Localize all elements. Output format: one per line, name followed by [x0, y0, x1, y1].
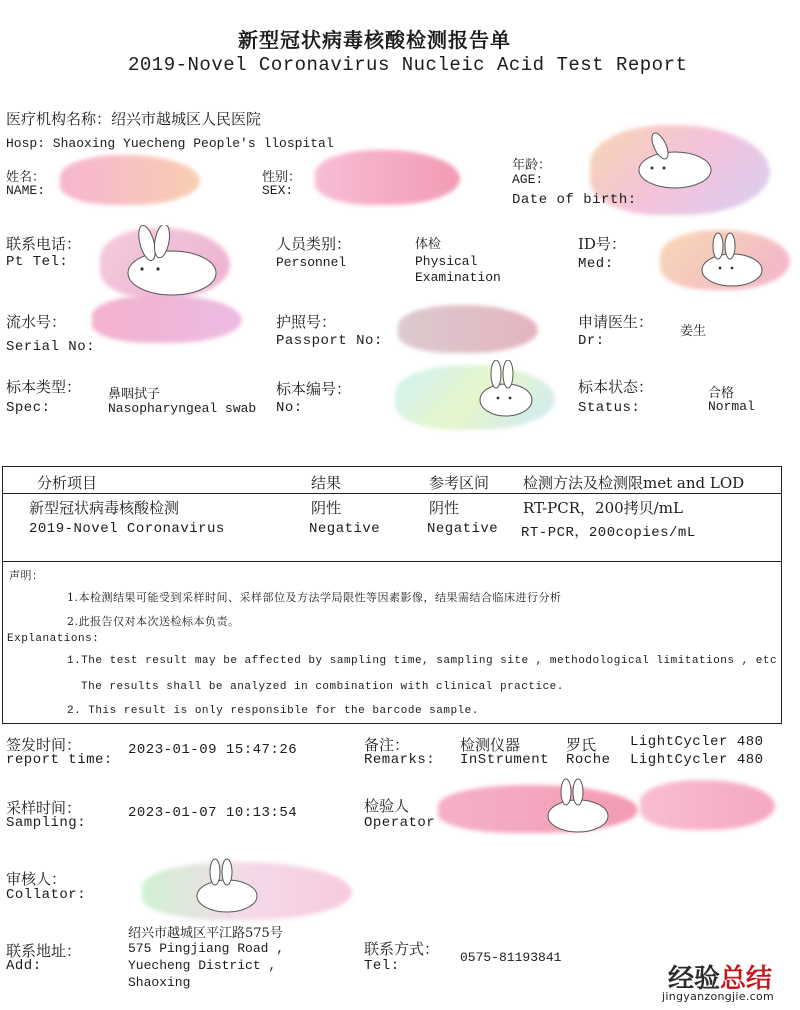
- watermark-cn-b: 总结: [720, 964, 773, 994]
- operator-label-en: Operator: [364, 815, 436, 831]
- specno-label-cn: 标本编号：: [276, 380, 352, 398]
- doctor-label-en: Dr:: [578, 333, 605, 349]
- address-label-cn: 联系地址：: [6, 942, 82, 960]
- sampling-label-en: Sampling:: [6, 815, 87, 831]
- row-en-result: Negative: [309, 521, 381, 537]
- hospital-line: [6, 108, 261, 129]
- redaction-blob: [398, 305, 538, 353]
- name-label-cn: 姓名：: [6, 170, 46, 185]
- bunny-icon: [470, 360, 540, 420]
- statement-cn-2: 2.此报告仅对本次送检标本负责。: [67, 615, 240, 628]
- address-value-1: 575 Pingjiang Road ,: [128, 941, 285, 956]
- contact-label-cn: 联系方式：: [364, 940, 440, 958]
- remarks-model-2: LightCycler 480: [630, 752, 764, 768]
- address-value-cn: 绍兴市越城区平江路575号: [128, 926, 283, 941]
- personnel-value-en2: Examination: [415, 270, 501, 285]
- status-value-cn: 合格: [708, 386, 735, 401]
- tel-label-en: Pt Tel:: [6, 254, 69, 270]
- status-label-cn: 标本状态：: [578, 378, 654, 396]
- title-en: 2019-Novel Coronavirus Nucleic Acid Test Report: [128, 54, 688, 76]
- specno-label-en: No:: [276, 400, 303, 416]
- hospital-label: 医疗机构名称：: [6, 110, 112, 128]
- collator-label-en: Collator:: [6, 887, 87, 903]
- watermark-cn-a: 经验: [668, 964, 721, 994]
- report-time-label-en: report time:: [6, 752, 113, 768]
- age-label-en: AGE:: [512, 172, 544, 187]
- col-header-result: 结果: [311, 474, 342, 492]
- status-label-en: Status:: [578, 400, 641, 416]
- report-time-label-cn: 签发时间：: [6, 736, 82, 754]
- row-en-item: 2019-Novel Coronavirus: [29, 521, 225, 537]
- remarks-brand-cn: 罗氏: [566, 736, 597, 754]
- status-value-en: Normal: [708, 399, 755, 414]
- bunny-icon: [690, 232, 770, 292]
- personnel-value-en1: Physical: [415, 254, 478, 269]
- operator-label-cn: 检验人: [364, 797, 410, 815]
- statement-cn-1: 1.本检测结果可能受到采样时间、采样部位及方法学局限性等因素影像，结果需结合临床进行分析: [67, 591, 562, 604]
- remarks-brand-en: Roche: [566, 752, 611, 768]
- address-value-3: Shaoxing: [128, 975, 191, 990]
- id-label-en: Med:: [578, 256, 614, 272]
- serial-label-cn: 流水号：: [6, 313, 67, 331]
- redaction-blob: [640, 780, 775, 830]
- hospital-en: Hosp: Shaoxing Yuecheng People's llospital: [6, 136, 334, 151]
- explanation-en-1: 1.The test result may be affected by sampling time, sampling site , methodological limitations , etc: [67, 655, 778, 667]
- name-label-en: NAME:: [6, 183, 46, 198]
- spec-label-en: Spec:: [6, 400, 51, 416]
- passport-label-en: Passport No:: [276, 333, 383, 349]
- bunny-icon: [185, 858, 265, 918]
- doctor-value: 姜生: [680, 324, 707, 339]
- remarks-label-en: Remarks:: [364, 752, 436, 768]
- table-divider: [3, 561, 781, 562]
- age-label-cn: 年龄：: [512, 158, 552, 173]
- doctor-label-cn: 申请医生：: [578, 313, 654, 331]
- sex-label-cn: 性别：: [262, 170, 302, 185]
- id-label-cn: ID号：: [578, 235, 626, 253]
- table-divider: [3, 493, 781, 494]
- remarks-instrument-cn: 检测仪器: [460, 736, 521, 754]
- sex-label-en: SEX:: [262, 183, 294, 198]
- redaction-blob: [60, 155, 200, 205]
- explanation-en-2: 2. This result is only responsible for the barcode sample.: [67, 705, 479, 717]
- row-cn-item: 新型冠状病毒核酸检测: [29, 499, 180, 517]
- bunny-icon: [630, 132, 720, 192]
- passport-label-cn: 护照号：: [276, 313, 337, 331]
- report-time-value: 2023-01-09 15:47:26: [128, 742, 298, 758]
- title-cn: 新型冠状病毒核酸检测报告单: [238, 28, 511, 52]
- col-header-reference: 参考区间: [429, 474, 490, 492]
- explanations-label: Explanations:: [7, 633, 100, 645]
- collator-label-cn: 审核人：: [6, 870, 67, 888]
- spec-label-cn: 标本类型：: [6, 378, 82, 396]
- address-label-en: Add:: [6, 958, 42, 974]
- spec-value-cn: 鼻咽拭子: [108, 387, 161, 402]
- personnel-label-cn: 人员类别：: [276, 235, 352, 253]
- spec-value-en: Nasopharyngeal swab: [108, 401, 257, 416]
- personnel-label-en: Personnel: [276, 255, 347, 270]
- row-en-method: RT-PCR，200copies/mL: [521, 525, 696, 541]
- personnel-value-cn: 体检: [415, 237, 442, 252]
- sampling-value: 2023-01-07 10:13:54: [128, 805, 298, 821]
- results-table: [2, 466, 782, 724]
- address-value-2: Yuecheng District ,: [128, 958, 277, 973]
- bunny-icon: [540, 778, 615, 838]
- redaction-blob: [315, 150, 460, 205]
- col-header-method: 检测方法及检测限met and LOD: [523, 474, 745, 492]
- watermark-url: jingyanzongjie.com: [662, 990, 775, 1003]
- row-cn-result: 阴性: [311, 499, 342, 517]
- explanation-en-1b: The results shall be analyzed in combination with clinical practice.: [81, 681, 564, 693]
- bunny-icon: [112, 225, 222, 300]
- contact-value: 0575-81193841: [460, 950, 562, 965]
- sampling-label-cn: 采样时间：: [6, 799, 82, 817]
- statement-label: 声明：: [9, 569, 44, 582]
- remarks-instrument-en: InStrument: [460, 752, 550, 768]
- contact-label-en: Tel:: [364, 958, 400, 974]
- tel-label-cn: 联系电话：: [6, 235, 82, 253]
- row-cn-reference: 阴性: [429, 499, 460, 517]
- col-header-item: 分析项目: [37, 474, 98, 492]
- redaction-blob: [92, 295, 242, 343]
- row-en-reference: Negative: [427, 521, 499, 537]
- dob-label: Date of birth:: [512, 192, 637, 208]
- serial-label-en: Serial No:: [6, 339, 96, 355]
- remarks-label-cn: 备注：: [364, 736, 410, 754]
- row-cn-method: RT-PCR，200拷贝/mL: [523, 499, 683, 517]
- hospital-name: 绍兴市越城区人民医院: [111, 110, 262, 128]
- remarks-model-1: LightCycler 480: [630, 734, 764, 750]
